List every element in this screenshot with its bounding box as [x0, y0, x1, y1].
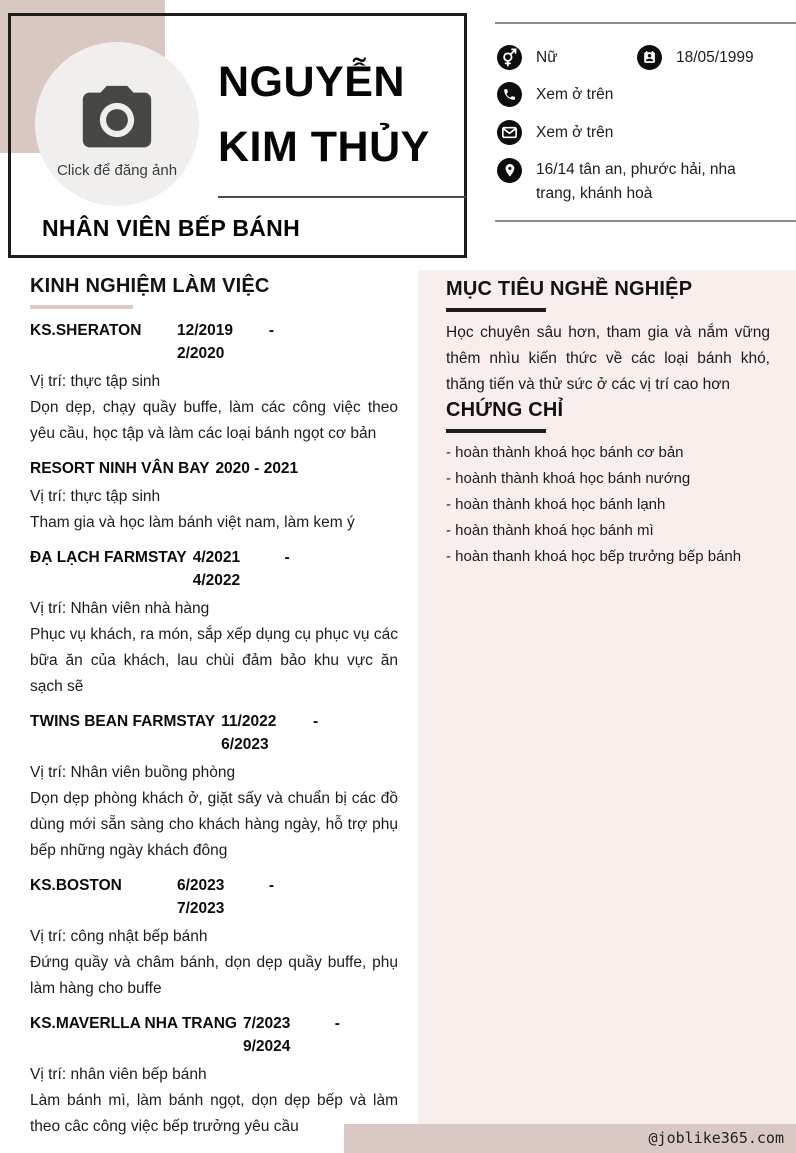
certificate-item: - hoàn thanh khoá học bếp trưởng bếp bánh — [446, 548, 742, 565]
objective-heading-rule — [446, 308, 546, 312]
phone-icon — [497, 82, 522, 107]
position-line: Vị trí: thực tập sinh — [30, 488, 161, 505]
position-line: Vị trí: Nhân viên nhà hàng — [30, 600, 210, 617]
date-range: 2020 - 2021 — [215, 460, 299, 477]
objective-text: Học chuyên sâu hơn, tham gia và nắm vững thêm nhìu kiến thức về các loại bánh khó, thăng tiến và thử sức ở các vị trí cao hơn — [446, 324, 770, 393]
certificate-item: - hoàn thành khoá học bánh lạnh — [446, 496, 666, 513]
job-title: NHÂN VIÊN BẾP BÁNH — [42, 215, 301, 241]
date-range: 6/2023 - 7/2023 — [177, 877, 274, 917]
date-range: 12/2019 - 2/2020 — [177, 322, 274, 362]
date-range: 7/2023 - 9/2024 — [242, 1015, 340, 1055]
entry-header — [30, 546, 398, 592]
position-line: Vị trí: thực tập sinh — [30, 373, 161, 390]
company-name: TWINS BEAN FARMSTAY — [30, 713, 216, 730]
experience-entry — [30, 1012, 398, 1140]
position-line: Vị trí: Nhân viên buồng phòng — [30, 764, 236, 781]
watermark-text: @joblike365.com — [648, 1129, 784, 1147]
location-icon — [497, 158, 522, 183]
objective-heading: MỤC TIÊU NGHỀ NGHIỆP — [446, 278, 693, 300]
email-icon — [497, 120, 522, 145]
address-row — [497, 158, 754, 206]
date-range: 11/2022 - 6/2023 — [221, 713, 319, 753]
contact-section — [495, 22, 796, 222]
photo-upload-placeholder[interactable] — [35, 42, 199, 206]
experience-heading: KINH NGHIỆM LÀM VIỆC — [30, 275, 270, 297]
entry-header — [30, 319, 398, 365]
entry-header — [30, 710, 398, 756]
experience-entry — [30, 874, 398, 1002]
right-panel — [418, 270, 796, 1124]
photo-upload-caption: Click để đăng ảnh — [56, 162, 178, 179]
experience-entry — [30, 710, 398, 864]
company-name: ĐẠ LẠCH FARMSTAY — [30, 549, 187, 566]
experience-section — [30, 274, 398, 1140]
dob-value: 18/05/1999 — [676, 48, 754, 66]
certificate-item: - hoàn thành khoá học bánh cơ bản — [446, 444, 684, 461]
position-line: Vị trí: công nhật bếp bánh — [30, 928, 208, 945]
date-range: 4/2021 - 4/2022 — [192, 549, 290, 589]
name-line-1: NGUYỄN — [218, 58, 405, 106]
phone-row — [497, 82, 613, 107]
certificates-heading-rule — [446, 429, 546, 433]
experience-entry — [30, 457, 398, 536]
job-description: Dọn dẹp, chạy quầy buffe, làm các công việc theo yêu cầu, học tập và làm các loại bánh ngọt cơ bản — [30, 399, 398, 442]
certificate-item: - hoàn thành khoá học bánh mì — [446, 522, 654, 539]
position-line: Vị trí: nhân viên bếp bánh — [30, 1066, 207, 1083]
certificate-item: - hoành thành khoá học bánh nướng — [446, 470, 691, 487]
job-description: Làm bánh mì, làm bánh ngọt, dọn dẹp bếp và làm theo câc công việc bếp trưởng yêu cầu — [30, 1092, 398, 1135]
company-name: RESORT NINH VÂN BAY — [30, 460, 210, 477]
camera-icon — [76, 69, 158, 166]
dob-row — [637, 45, 754, 70]
job-description: Tham gia và học làm bánh việt nam, làm kem ý — [30, 514, 355, 531]
certificates-heading: CHỨNG CHỈ — [446, 399, 564, 421]
job-description: Đứng quầy và châm bánh, dọn dẹp quầy buffe, phụ làm hàng cho buffe — [30, 954, 398, 997]
entry-header — [30, 1012, 398, 1058]
gender-value: Nữ — [536, 48, 558, 66]
address-value: 16/14 tân an, phước hải, nha trang, khánh hoà — [536, 161, 736, 202]
experience-entry — [30, 546, 398, 700]
entry-header — [30, 457, 398, 480]
experience-entry — [30, 319, 398, 447]
company-name: KS.SHERATON — [30, 322, 142, 339]
gender-icon — [497, 45, 522, 70]
name-divider — [218, 196, 466, 198]
company-name: KS.BOSTON — [30, 877, 122, 894]
phone-value: Xem ở trên — [536, 85, 614, 103]
watermark-bar — [344, 1124, 796, 1153]
experience-entries — [30, 319, 398, 1140]
name-line-2: KIM THỦY — [218, 123, 430, 171]
company-name: KS.MAVERLLA NHA TRANG — [30, 1015, 237, 1032]
calendar-icon — [637, 45, 662, 70]
experience-heading-rule — [30, 305, 133, 309]
job-description: Phục vụ khách, ra món, sắp xếp dụng cụ phục vụ các bữa ăn của khách, lau chùi đảm bảo khu vực ăn sạch sẽ — [30, 626, 398, 695]
job-description: Dọn dẹp phòng khách ở, giặt sấy và chuẩn bị các đồ dùng mới sẵn sàng cho khách hàng ngày, hỗ trợ phụ bếp những ngày khách đông — [30, 790, 398, 859]
email-row — [497, 120, 613, 145]
certificate-list — [446, 440, 770, 570]
entry-header — [30, 874, 398, 920]
gender-row — [497, 45, 558, 70]
email-value: Xem ở trên — [536, 123, 614, 141]
candidate-name — [218, 50, 430, 180]
